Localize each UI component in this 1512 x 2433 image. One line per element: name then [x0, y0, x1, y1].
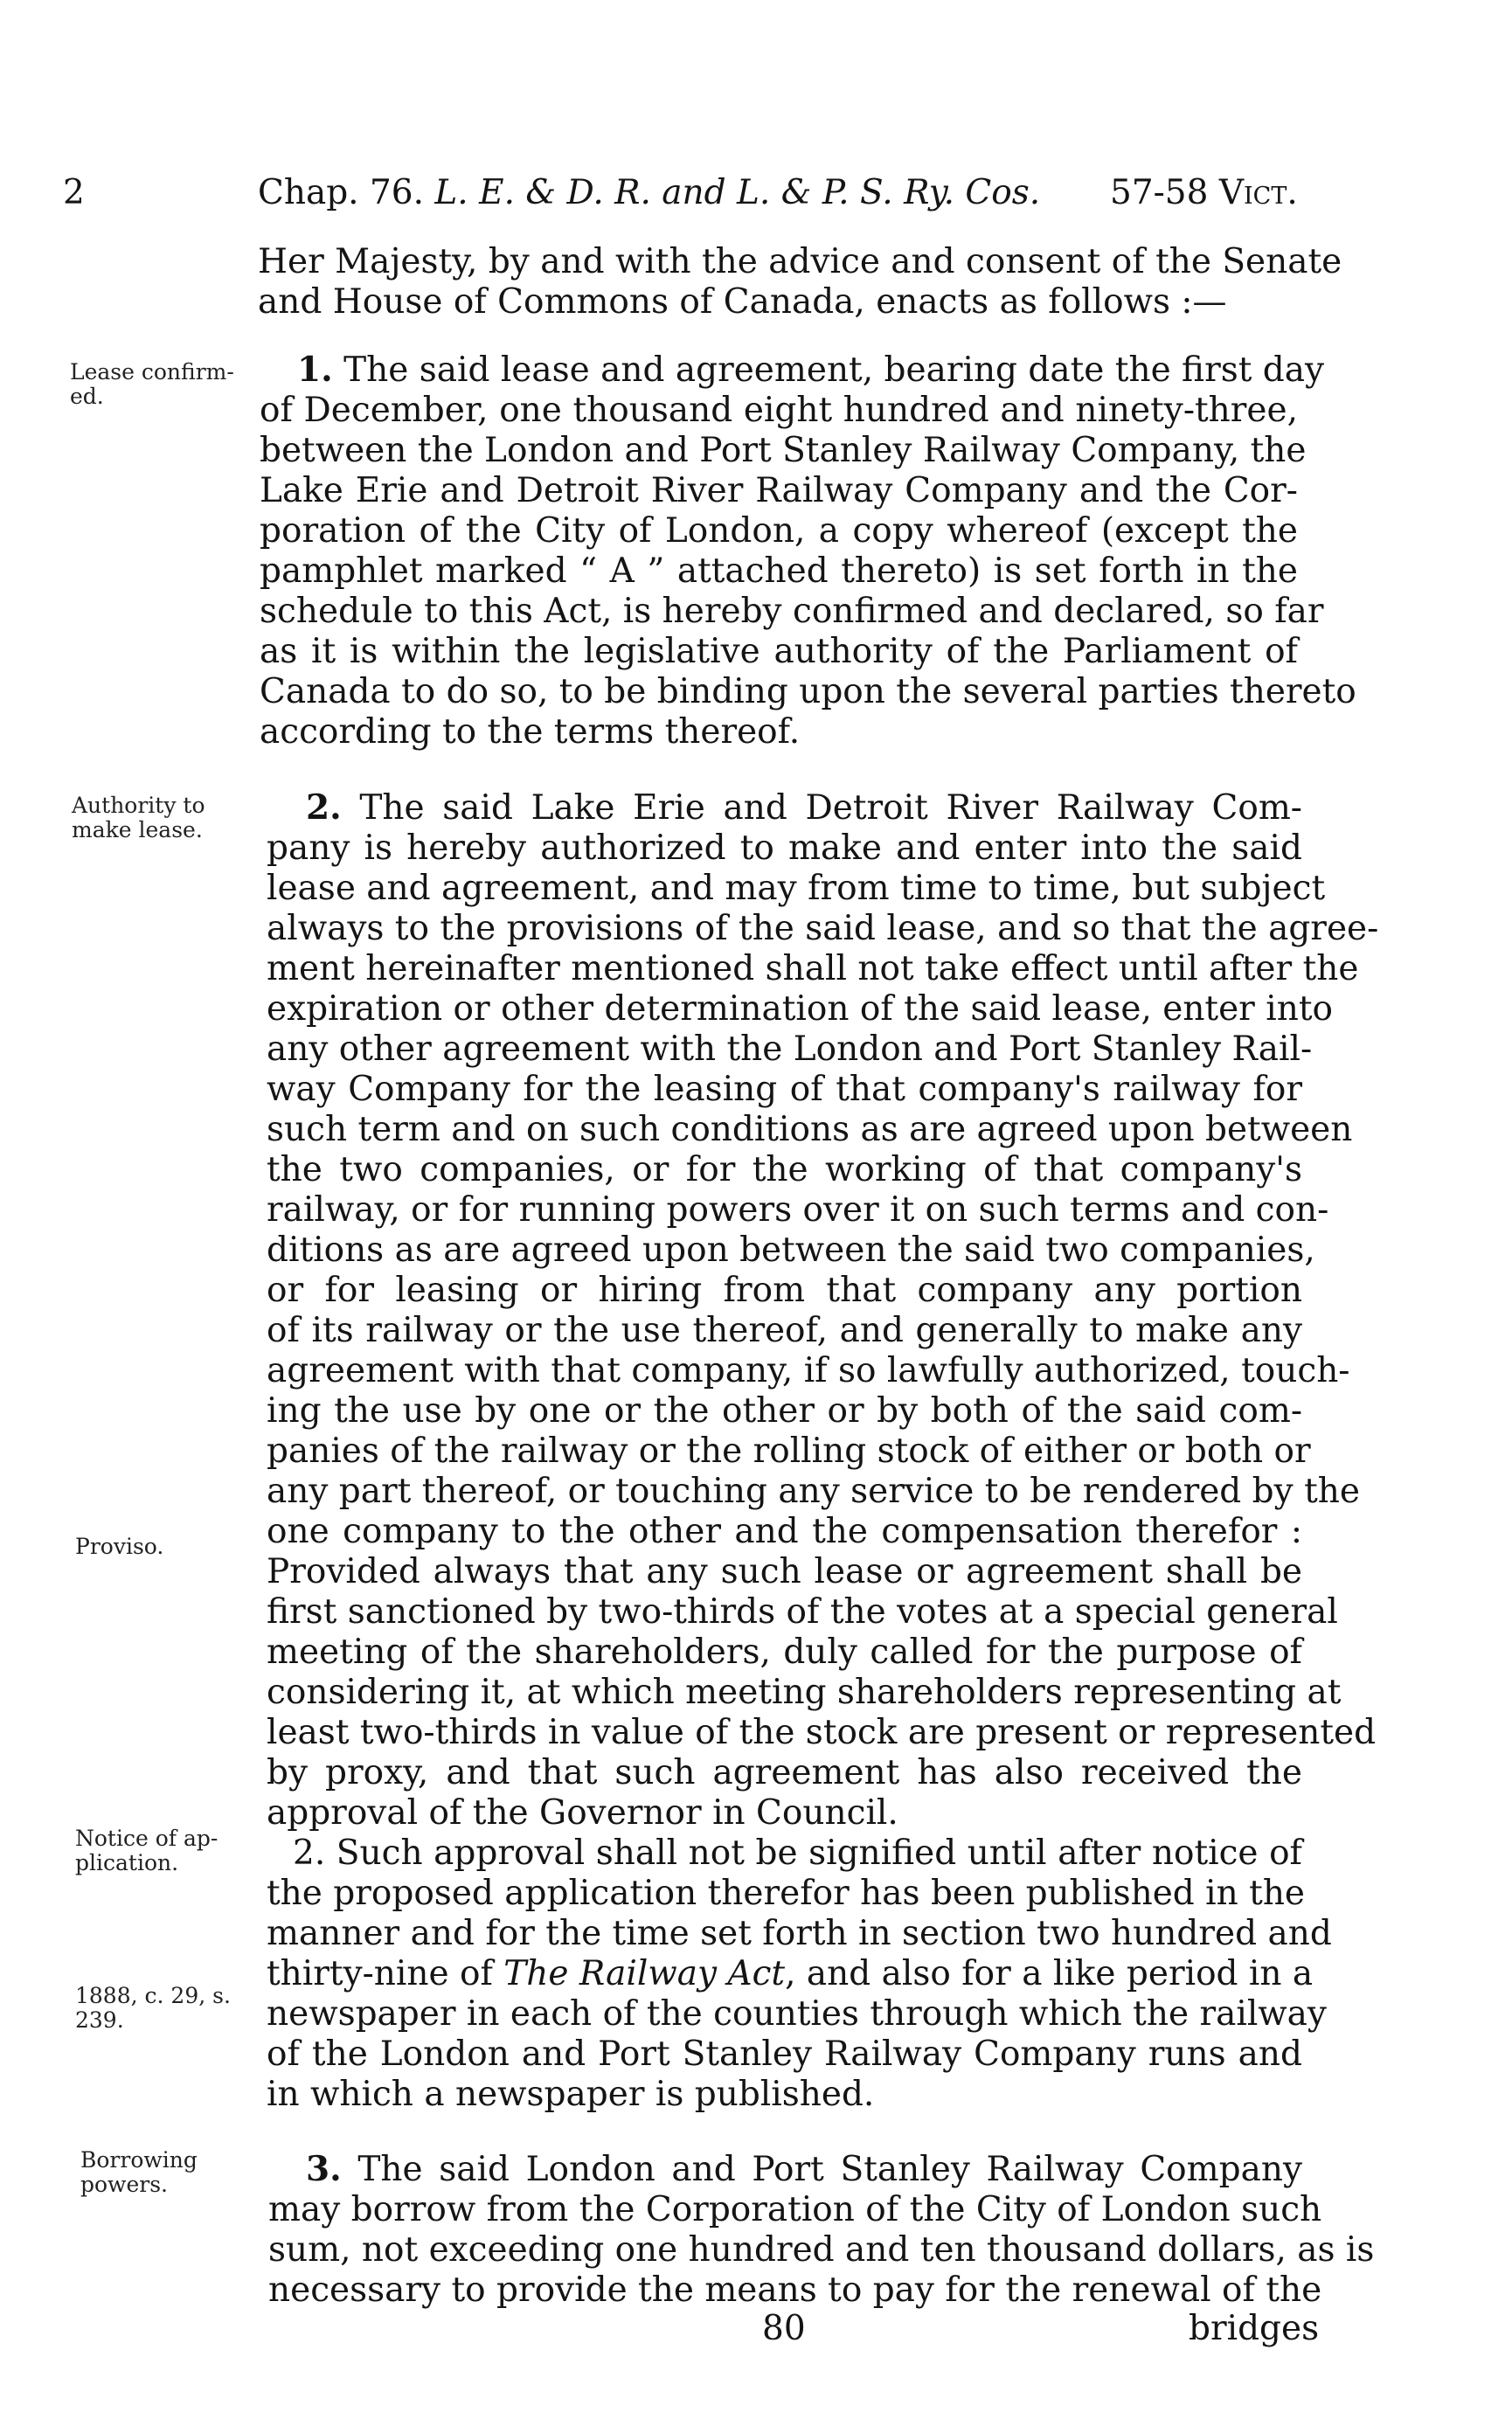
- subsection-2-line: in which a newspaper is published.: [267, 2075, 875, 2114]
- section-2-line: any part thereof, or touching any service to be rendered by the: [267, 1472, 1360, 1511]
- margin-note-lease-confirmed: Lease confirm- ed.: [70, 359, 234, 409]
- subsection-2-line: manner and for the time set forth in section two hundred and: [267, 1914, 1332, 1953]
- section-2-line: railway, or for running powers over it on such terms and con-: [267, 1190, 1329, 1230]
- section-2-line: pany is hereby authorized to make and enter into the said: [267, 828, 1302, 868]
- section-1-line: Lake Erie and Detroit River Railway Company and the Cor-: [260, 471, 1298, 510]
- section-2-first-line: 2. The said Lake Erie and Detroit River Railway Com-: [306, 787, 1302, 828]
- running-head: [258, 173, 1040, 212]
- subsection-2-line: the proposed application therefor has been published in the: [267, 1874, 1306, 1913]
- margin-note-borrowing: Borrowing powers.: [80, 2147, 198, 2197]
- section-2-line: way Company for the leasing of that company's railway for: [267, 1070, 1302, 1109]
- section-3-first-line: 3. The said London and Port Stanley Railway Company: [306, 2149, 1302, 2189]
- section-2-line: expiration or other determination of the said lease, enter into: [267, 989, 1333, 1029]
- section-2-line: one company to the other and the compensation therefor :: [267, 1512, 1302, 1551]
- regnal-year: 57-58 Vict.: [1110, 173, 1298, 212]
- section-1-line: of December, one thousand eight hundred and ninety-three,: [260, 391, 1298, 430]
- page-number: 2: [63, 173, 85, 212]
- section-1-line: between the London and Port Stanley Railway Company, the: [260, 431, 1307, 470]
- section-1-line: Canada to do so, to be binding upon the several parties thereto: [260, 672, 1356, 711]
- margin-note-notice: Notice of ap- plication.: [75, 1826, 218, 1875]
- section-1-line: as it is within the legislative authority of the Parliament of: [260, 632, 1298, 671]
- section-2-line: ment hereinafter mentioned shall not take effect until after the: [267, 949, 1359, 988]
- proviso-line: least two-thirds in value of the stock are present or represented: [267, 1713, 1377, 1752]
- preamble-line: Her Majesty, by and with the advice and consent of the Senate: [258, 242, 1342, 281]
- railway-act-title: The Railway Act: [503, 1954, 786, 1993]
- section-2-line: the two companies, or for the working of that company's: [267, 1150, 1302, 1189]
- section-2-line: or for leasing or hiring from that company any portion: [267, 1271, 1302, 1310]
- subsection-2-line: newspaper in each of the counties through which the railway: [267, 1994, 1327, 2034]
- section-1-line: poration of the City of London, a copy whereof (except the: [260, 511, 1298, 551]
- section-3-line: may borrow from the Corporation of the City of London such: [268, 2190, 1322, 2229]
- margin-note-proviso: Proviso.: [75, 1534, 164, 1559]
- section-2-number: 2.: [306, 787, 342, 828]
- subsection-2-line: of the London and Port Stanley Railway Company runs and: [267, 2034, 1302, 2074]
- chapter-number: Chap. 76.: [258, 173, 424, 212]
- catchword: bridges: [1189, 2309, 1320, 2348]
- section-1-line: pamphlet marked “ A ” attached thereto) is set forth in the: [260, 551, 1298, 591]
- section-1-line: schedule to this Act, is hereby confirmed and declared, so far: [260, 592, 1324, 631]
- subsection-2-line: 2. Such approval shall not be signified until after notice of: [293, 1833, 1302, 1873]
- section-3-number: 3.: [306, 2149, 342, 2189]
- section-2-line: ing the use by one or the other or by both of the said com-: [267, 1391, 1302, 1431]
- proviso-line: meeting of the shareholders, duly called for the purpose of: [267, 1632, 1302, 1672]
- section-1-number: 1.: [297, 350, 333, 390]
- proviso-line: considering it, at which meeting shareholders representing at: [267, 1673, 1342, 1712]
- proviso-line: first sanctioned by two-thirds of the votes at a special general: [267, 1592, 1338, 1632]
- subsection-2-line-act-reference: thirty-nine of The Railway Act, and also for a like period in a: [267, 1954, 1314, 1993]
- preamble-line: and House of Commons of Canada, enacts as follows :—: [258, 282, 1227, 322]
- section-3-line: sum, not exceeding one hundred and ten thousand dollars, as is: [268, 2230, 1375, 2270]
- margin-note-authority: Authority to make lease.: [72, 793, 205, 842]
- section-2-line: ditions as are agreed upon between the said two companies,: [267, 1230, 1315, 1270]
- section-2-line: such term and on such conditions as are agreed upon between: [267, 1110, 1353, 1149]
- section-2-line: of its railway or the use thereof, and generally to make any: [267, 1311, 1302, 1350]
- section-2-line: agreement with that company, if so lawfully authorized, touch-: [267, 1351, 1350, 1390]
- section-2-line: any other agreement with the London and Port Stanley Rail-: [267, 1029, 1313, 1069]
- proviso-line: approval of the Governor in Council.: [267, 1793, 898, 1833]
- section-2-line: lease and agreement, and may from time to time, but subject: [267, 869, 1326, 908]
- margin-note-citation: 1888, c. 29, s. 239.: [75, 1983, 231, 2033]
- section-3-line: necessary to provide the means to pay for the renewal of the: [268, 2270, 1322, 2310]
- signature-mark: 80: [762, 2309, 806, 2348]
- section-1-line: according to the terms thereof.: [260, 712, 801, 752]
- proviso-line: by proxy, and that such agreement has also received the: [267, 1753, 1302, 1792]
- act-short-title: L. E. & D. R. and L. & P. S. Ry. Cos.: [434, 173, 1041, 212]
- proviso-line: Provided always that any such lease or agreement shall be: [267, 1552, 1302, 1591]
- section-2-line: always to the provisions of the said lease, and so that the agree-: [267, 909, 1379, 948]
- section-1-first-line: 1. The said lease and agreement, bearing date the first day: [297, 350, 1325, 390]
- section-2-line: panies of the railway or the rolling stock of either or both or: [267, 1431, 1311, 1471]
